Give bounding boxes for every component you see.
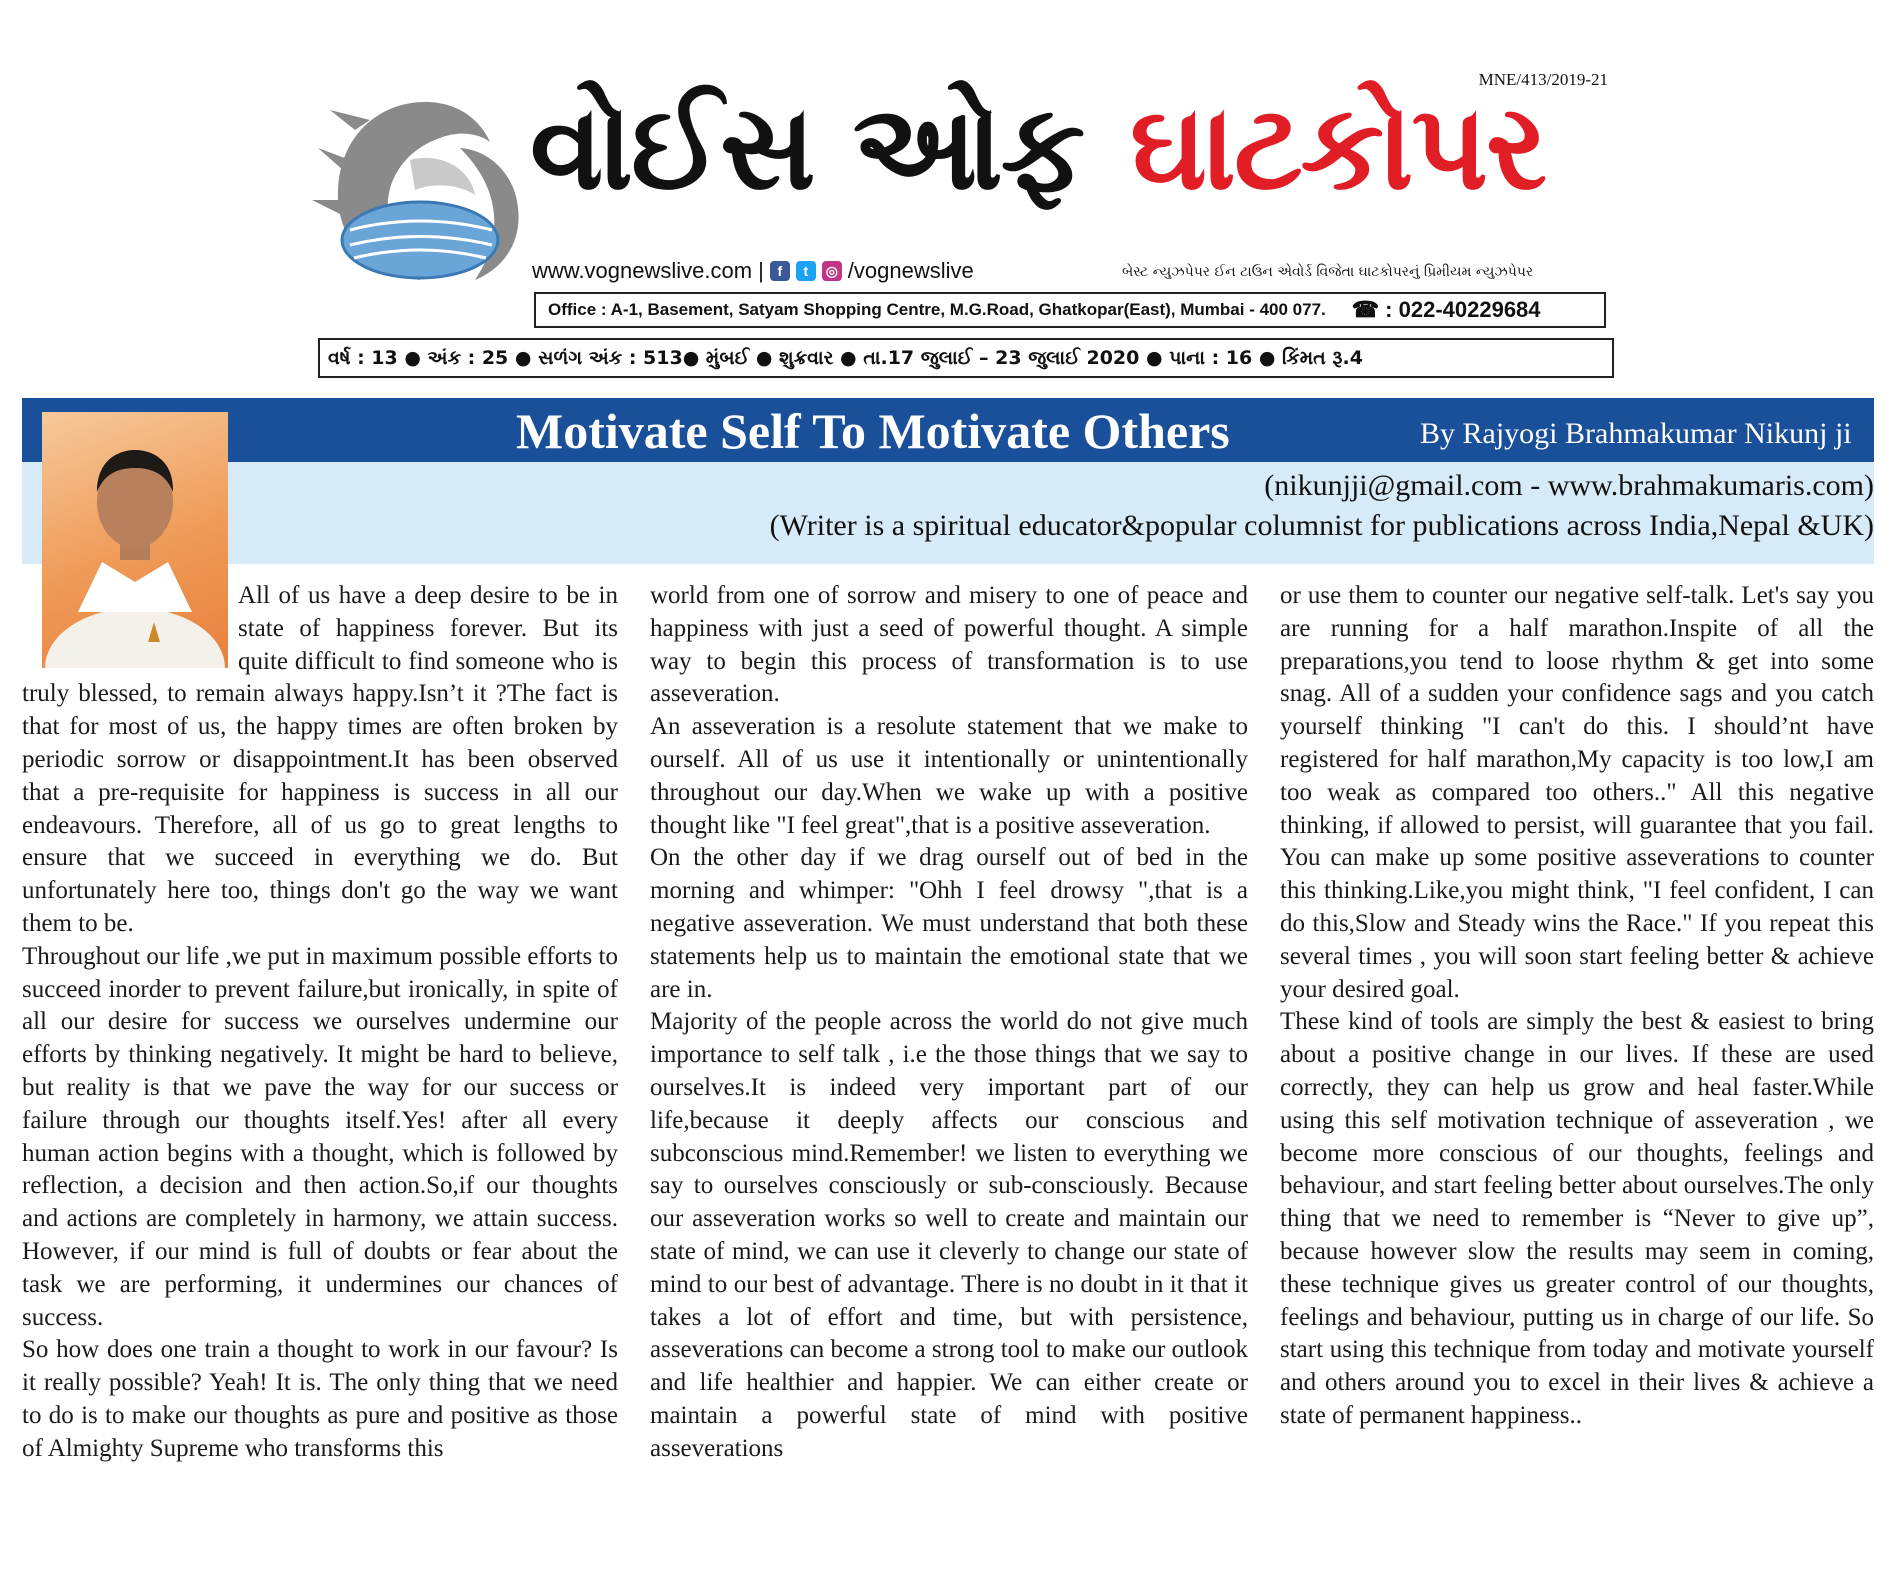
lion-mask-logo (310, 90, 540, 290)
author-contact: (nikunjji@gmail.com - www.brahmakumaris.com) (1264, 469, 1874, 502)
paragraph: or use them to counter our negative self-talk. Let's say you are running for a half marathon.Inspite of all the preparations,you tend to loose rhythm & get into some snag. All of a sudden your confidence sags and you catch yourself thinking "I can't do this. I should’nt have registered for half marathon,My capacity is too low,I am too weak as compared too others.." All this negative thinking, if allowed to persist, will guarantee that you fail. You can make up some positive asseverations to counter this thinking.Like,you might think, "I feel confident, I can do this,Slow and Steady wins the Race." If you repeat this several times , you will soon start feeling better & achieve your desired goal. (1280, 582, 1874, 1003)
separator: | (758, 258, 764, 283)
website-line (532, 258, 974, 284)
issue-info-bar: વર્ષ : 13 ● અંક : 25 ● સળંગ અંક : 513● મુંબઈ ● શુક્રવાર ● તા.17 જુલાઈ – 23 જુલાઈ 2020 ● પાના : 16 ● કિંમત રૂ.4 (318, 338, 1614, 378)
paragraph: On the other day if we drag ourself out of bed in the morning and whimper: "Ohh I feel drowsy ",that is a negative asseveration. We must understand that both these statements help us to maintain the emotional state that we are in. (650, 844, 1248, 1003)
social-handle[interactable]: /vognewslive (847, 258, 974, 283)
masthead-title-part2: ઘાટકોપર (1130, 78, 1546, 216)
phone-number: : 022-40229684 (1385, 297, 1541, 322)
registration-number: MNE/413/2019-21 (1478, 70, 1608, 89)
author-about: (Writer is a spiritual educator&popular columnist for publications across India,Nepal &UK) (769, 509, 1874, 542)
photo-wrap-space (22, 580, 238, 678)
facebook-icon[interactable]: f (770, 261, 790, 281)
paragraph: These kind of tools are simply the best & easiest to bring about a positive change in our lives. If these are used correctly, they can help us grow and heal faster.While using this self motivation technique of asseveration , we become more conscious of our thoughts, feelings and behaviour, and start feeling better about ourselves.The only thing that we need to remember is “Never to give up”, because however slow the results may seem in coming, these technique gives us greater control of our thoughts, feelings and behaviour, putting us in charge of our life. So start using this technique from today and motivate yourself and others around you to excel in their lives & achieve a state of permanent happiness.. (1280, 1008, 1874, 1429)
paragraph: world from one of sorrow and misery to one of peace and happiness with just a seed of powerful thought. A simple way to begin this process of transformation is to use asseveration. (650, 582, 1248, 708)
website-link[interactable]: www.vognewslive.com (532, 258, 753, 283)
article-column-2 (650, 580, 1248, 1466)
paragraph: So how does one train a thought to work in our favour? Is it really possible? Yeah! It is. The only thing that we need to do is to make our thoughts as pure and positive as those of Almighty Supreme who transforms this (22, 1336, 618, 1462)
article-headline: Motivate Self To Motivate Others (516, 403, 1230, 459)
article-column-1 (22, 580, 618, 1466)
paragraph: Majority of the people across the world do not give much importance to self talk , i.e the those things that we say to ourselves.It is indeed very important part of our life,because it deeply affects our conscious and subconscious mind.Remember! we listen to everything we say to ourselves consciously or sub-consciously. Because our asseveration works so well to create and maintain our state of mind, we can use it cleverly to change our state of mind to our best of advantage. There is no doubt in it that it takes a lot of effort and time, but with persistence, asseverations can become a strong tool to make our outlook and life healthier and happier. We can either create or maintain a powerful state of mind with positive asseverations (650, 1008, 1248, 1462)
office-address: Office : A-1, Basement, Satyam Shopping Centre, M.G.Road, Ghatkopar(East), Mumbai - 400 077. (548, 300, 1326, 319)
office-address-box (534, 292, 1606, 328)
article-byline: By Rajyogi Brahmakumar Nikunj ji (1420, 417, 1852, 450)
twitter-icon[interactable]: t (796, 261, 816, 281)
article-column-3 (1280, 580, 1874, 1433)
paragraph: All of us have a deep desire to be in state of happiness forever. But its quite difficult to find someone who is truly blessed, to remain always happy.Isn’t it ?The fact is that for most of us, the happy times are often broken by periodic sorrow or disappointment.It has been observed that a pre-requisite for happiness is success in all our endeavours. Therefore, all of us go to great lengths to ensure that we succeed in everything we do. But unfortunately here too, things don't go the way we want them to be. (22, 582, 618, 937)
lion-mask-icon (310, 90, 540, 290)
paragraph: An asseveration is a resolute statement that we make to ourself. All of us use it intentionally or unintentionally throughout our day.When we wake up with a positive thought like "I feel great",that is a positive asseveration. (650, 713, 1248, 839)
instagram-icon[interactable]: ◎ (822, 261, 842, 281)
paragraph: Throughout our life ,we put in maximum possible efforts to succeed inorder to prevent failure,but ironically, in spite of all our desire for success we ourselves undermine our efforts by thinking negatively. It might be hard to believe, but reality is that we pave the way for our success or failure through our thoughts itself.Yes! after all every human action begins with a thought, which is followed by reflection, a decision and then action.So,if our thoughts and actions are completely in harmony, we attain success. However, if our mind is full of doubts or fear about the task we are performing, it undermines our chances of success. (22, 942, 618, 1331)
telephone-icon: ☎ (1351, 297, 1380, 322)
phone-block (1352, 297, 1541, 323)
award-tagline: બેસ્ટ ન્યુઝપેપર ઈન ટાઉન એવોર્ડ વિજેતા ઘાટકોપરનું પ્રિમીયમ ન્યુઝપેપર (1122, 264, 1534, 280)
masthead-title-part1: વોઈસ ઓફ (530, 78, 1084, 216)
